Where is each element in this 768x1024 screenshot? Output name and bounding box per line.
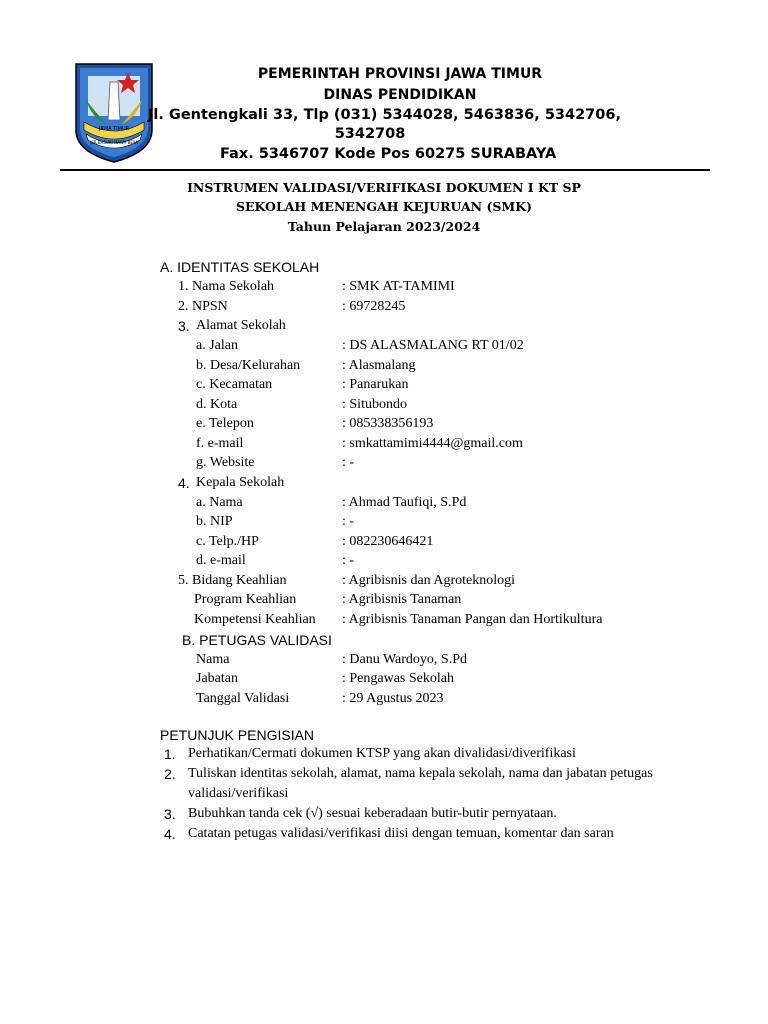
kompetensi-value: : Agribisnis Tanaman Pangan dan Hortikultura	[342, 612, 603, 627]
kepala-label: Kepala Sekolah	[196, 475, 285, 490]
list-item-number: 3.	[164, 806, 176, 822]
header-phone-cont: 5342708	[334, 126, 406, 142]
jalan-value: : DS ALASMALANG RT 01/02	[342, 338, 524, 353]
petugas-nama-value: : Danu Wardoyo, S.Pd	[342, 652, 468, 667]
alamat-label: Alamat Sekolah	[196, 318, 286, 333]
list-item-text: Tuliskan identitas sekolah, alamat, nama kepala sekolah, nama dan jabatan petugas validasi/verifikasi	[188, 766, 653, 801]
header-address: Jl. Gentengkali 33, Tlp (031) 5344028, 5463836, 5342706,	[148, 107, 621, 123]
petugas-jabatan-label: Jabatan	[196, 671, 238, 686]
program-value: : Agribisnis Tanaman	[342, 592, 462, 607]
desa-label: b. Desa/Kelurahan	[196, 358, 301, 373]
list-item-number: 2.	[164, 766, 176, 782]
jawa-timur-emblem-icon	[72, 60, 156, 164]
petugas-jabatan-value: : Pengawas Sekolah	[342, 671, 454, 686]
npsn-label: 2. NPSN	[178, 299, 228, 314]
nama-sekolah-value: : SMK AT-TAMIMI	[342, 279, 455, 294]
petugas-tanggal-value: : 29 Agustus 2023	[342, 691, 444, 706]
header-rule	[60, 169, 710, 171]
kota-value: : Situbondo	[342, 397, 407, 412]
kepala-nama-value: : Ahmad Taufiqi, S.Pd	[342, 495, 467, 510]
kota-label: d. Kota	[196, 397, 238, 412]
list-item	[160, 764, 680, 804]
kepala-nip-label: b. NIP	[196, 514, 233, 529]
kecamatan-label: c. Kecamatan	[196, 377, 273, 392]
logo-motto: JER BASUKI MAWA BEYA	[90, 140, 138, 145]
list-item	[160, 744, 680, 764]
petugas-tanggal-label: Tanggal Validasi	[196, 691, 290, 706]
telepon-label: e. Telepon	[196, 416, 254, 431]
website-value: : -	[342, 455, 355, 470]
kepala-num: 4.	[178, 475, 190, 491]
list-item-text: Catatan petugas validasi/verifikasi diisi dengan temuan, komentar dan saran	[188, 826, 614, 841]
list-item-number: 4.	[164, 826, 176, 842]
nama-sekolah-label: 1. Nama Sekolah	[178, 279, 275, 294]
kompetensi-label: Kompetensi Keahlian	[194, 612, 316, 627]
jalan-label: a. Jalan	[196, 338, 238, 353]
desa-value: : Alasmalang	[342, 358, 416, 373]
list-item-number: 1.	[164, 746, 176, 762]
kepala-email-value: : -	[342, 553, 355, 568]
logo-text: JAWA TIMUR	[98, 126, 130, 132]
header-line-1: PEMERINTAH PROVINSI JAWA TIMUR	[257, 66, 543, 82]
email-value: : smkattamimi4444@gmail.com	[342, 436, 523, 451]
petunjuk-list	[160, 744, 680, 844]
kepala-nip-value: : -	[342, 514, 355, 529]
bidang-value: : Agribisnis dan Agroteknologi	[342, 573, 516, 588]
list-item	[160, 824, 680, 844]
kepala-email-label: d. e-mail	[196, 553, 246, 568]
section-a-heading: A. IDENTITAS SEKOLAH	[160, 259, 320, 275]
list-item-text: Bubuhkan tanda cek (√) sesuai keberadaan butir-butir pernyataan.	[188, 806, 557, 821]
website-label: g. Website	[196, 455, 255, 470]
list-item	[160, 804, 680, 824]
petugas-nama-label: Nama	[196, 652, 230, 667]
alamat-num: 3.	[178, 318, 190, 334]
telepon-value: : 085338356193	[342, 416, 434, 431]
bidang-label: 5. Bidang Keahlian	[178, 573, 287, 588]
petunjuk-heading: PETUNJUK PENGISIAN	[160, 727, 315, 743]
section-b-heading: B. PETUGAS VALIDASI	[182, 632, 332, 648]
header-fax: Fax. 5346707 Kode Pos 60275 SURABAYA	[220, 146, 557, 162]
program-label: Program Keahlian	[194, 592, 297, 607]
email-label: f. e-mail	[196, 436, 244, 451]
doc-title-2: SEKOLAH MENENGAH KEJURUAN (SMK)	[235, 199, 533, 214]
header-line-2: DINAS PENDIDIKAN	[323, 87, 477, 103]
kepala-nama-label: a. Nama	[196, 495, 243, 510]
list-item-text: Perhatikan/Cermati dokumen KTSP yang akan divalidasi/diverifikasi	[188, 746, 576, 761]
doc-title-1: INSTRUMEN VALIDASI/VERIFIKASI DOKUMEN I KT SP	[187, 180, 581, 195]
doc-title-year: Tahun Pelajaran 2023/2024	[287, 219, 481, 234]
npsn-value: : 69728245	[342, 299, 406, 314]
kecamatan-value: : Panarukan	[342, 377, 409, 392]
kepala-telp-value: : 082230646421	[342, 534, 434, 549]
kepala-telp-label: c. Telp./HP	[196, 534, 259, 549]
